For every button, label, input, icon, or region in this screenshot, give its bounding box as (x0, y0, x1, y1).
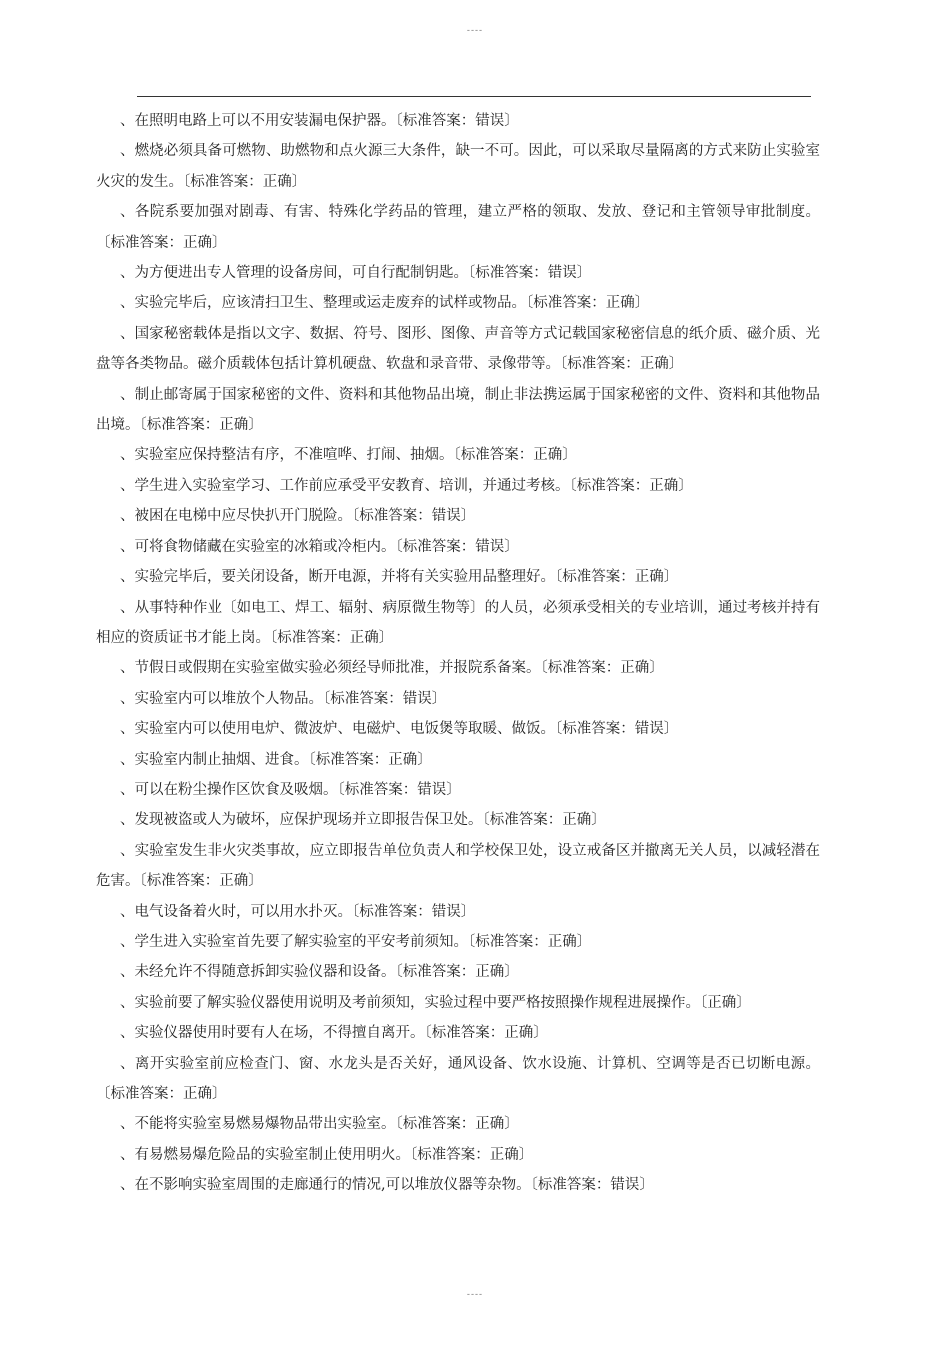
list-item: 、离开实验室前应检查门、窗、水龙头是否关好，通风设备、饮水设施、计算机、空调等是否已切断电源。〔标准答案：正确〕 (96, 1055, 820, 1102)
list-item: 、实验完毕后，应该清扫卫生、整理或运走废弃的试样或物品。〔标准答案：正确〕 (120, 295, 650, 312)
list-item: 、可以在粉尘操作区饮食及吸烟。〔标准答案：错误〕 (120, 781, 461, 798)
question-list (96, 106, 820, 1201)
list-item: 、在不影响实验室周围的走廊通行的情况,可以堆放仪器等杂物。〔标准答案：错误〕 (120, 1177, 654, 1194)
list-item: 、学生进入实验室首先要了解实验室的平安考前须知。〔标准答案：正确〕 (120, 933, 592, 950)
list-item: 、不能将实验室易燃易爆物品带出实验室。〔标准答案：正确〕 (120, 1116, 519, 1133)
list-item: 、实验完毕后，要关闭设备，断开电源，并将有关实验用品整理好。〔标准答案：正确〕 (120, 569, 679, 586)
list-item: 、实验前要了解实验仪器使用说明及考前须知，实验过程中要严格按照操作规程进展操作。〔正确〕 (120, 994, 751, 1011)
list-item: 、实验室应保持整洁有序，不准喧哗、打闹、抽烟。〔标准答案：正确〕 (120, 447, 577, 464)
header-rule (137, 96, 811, 97)
list-item: 、实验仪器使用时要有人在场，不得擅自离开。〔标准答案：正确〕 (120, 1025, 548, 1042)
list-item: 、从事特种作业〔如电工、焊工、辐射、病原微生物等〕的人员，必须承受相关的专业培训，通过考核并持有相应的资质证书才能上岗。〔标准答案：正确〕 (96, 599, 820, 646)
page-header-mark: ---- (466, 26, 484, 36)
list-item: 、各院系要加强对剧毒、有害、特殊化学药品的管理，建立严格的领取、发放、登记和主管领导审批制度。〔标准答案：正确〕 (96, 204, 820, 251)
list-item: 、有易燃易爆危险品的实验室制止使用明火。〔标准答案：正确〕 (120, 1146, 534, 1163)
list-item: 、发现被盗或人为破坏，应保护现场并立即报告保卫处。〔标准答案：正确〕 (120, 812, 606, 829)
list-item: 、电气设备着火时，可以用水扑灭。〔标准答案：错误〕 (120, 903, 476, 920)
list-item: 、实验室内可以堆放个人物品。〔标准答案：错误〕 (120, 690, 447, 707)
list-item: 、实验室发生非火灾类事故，应立即报告单位负责人和学校保卫处，设立戒备区并撤离无关人员，以减轻潜在危害。〔标准答案：正确〕 (96, 842, 820, 890)
list-item: 、节假日或假期在实验室做实验必须经导师批准，并报院系备案。〔标准答案：正确〕 (120, 660, 664, 677)
list-item: 、制止邮寄属于国家秘密的文件、资料和其他物品出境，制止非法携运属于国家秘密的文件、资料和其他物品出境。〔标准答案：正确〕 (96, 386, 820, 434)
list-item: 、为方便进出专人管理的设备房间，可自行配制钥匙。〔标准答案：错误〕 (120, 265, 592, 282)
list-item: 、在照明电路上可以不用安装漏电保护器。〔标准答案：错误〕 (120, 113, 519, 129)
list-item: 、国家秘密载体是指以文字、数据、符号、图形、图像、声音等方式记载国家秘密信息的纸介质、磁介质、光盘等各类物品。磁介质载体包括计算机硬盘、软盘和录音带、录像带等。〔标准答案：正确〕 (96, 325, 820, 373)
list-item: 、实验室内制止抽烟、进食。〔标准答案：正确〕 (120, 751, 432, 768)
list-item: 、可将食物储藏在实验室的冰箱或冷柜内。〔标准答案：错误〕 (120, 538, 519, 555)
list-item: 、实验室内可以使用电炉、微波炉、电磁炉、电饭煲等取暖、做饭。〔标准答案：错误〕 (120, 721, 679, 738)
list-item: 、未经允许不得随意拆卸实验仪器和设备。〔标准答案：正确〕 (120, 964, 519, 981)
list-item: 、学生进入实验室学习、工作前应承受平安教育、培训，并通过考核。〔标准答案：正确〕 (120, 477, 693, 494)
page-footer-mark: ---- (466, 1290, 484, 1300)
list-item: 、燃烧必须具备可燃物、助燃物和点火源三大条件，缺一不可。因此，可以采取尽量隔离的方式来防止实验室火灾的发生。〔标准答案：正确〕 (96, 143, 820, 190)
list-item: 、被困在电梯中应尽快扒开门脱险。〔标准答案：错误〕 (120, 508, 476, 525)
